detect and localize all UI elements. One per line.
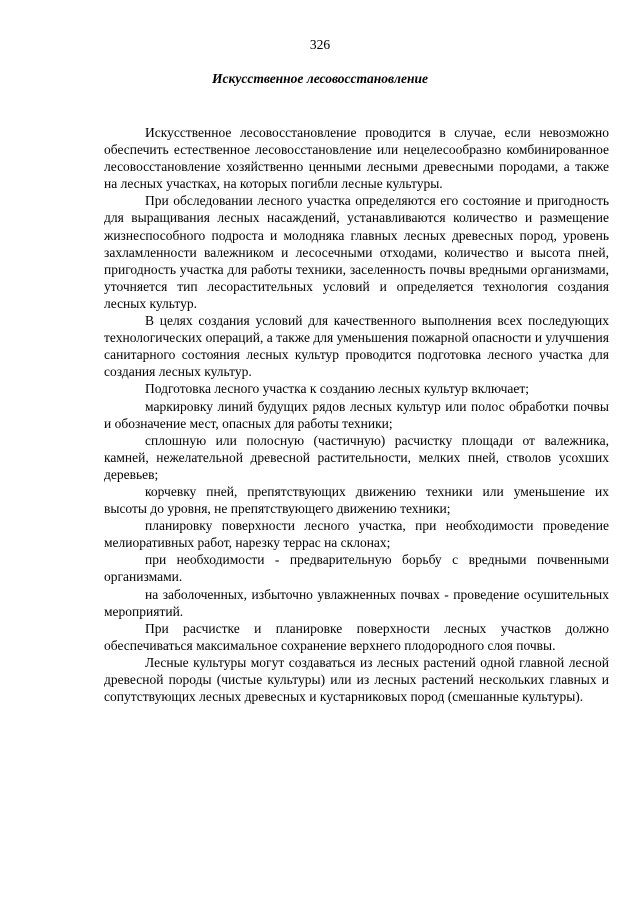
paragraph: Искусственное лесовосстановление проводится в случае, если невозможно обеспечить естественное лесовосстановление или нецелесообразно комбинированное лесовосстановление хозяйственно ценными лесными древесными породами, а также на лесных участках, на которых погибли лесные культуры. (104, 125, 609, 192)
body-text (104, 124, 609, 705)
section-title: Искусственное лесовосстановление (212, 71, 428, 86)
list-item: сплошную или полосную (частичную) расчистку площади от валежника, камней, нежелательной древесной растительности, мелких пней, стволов усохших деревьев; (104, 432, 609, 482)
page-number: 326 (309, 37, 331, 52)
paragraph: В целях создания условий для качественного выполнения всех последующих технологических операций, а также для уменьшения пожарной опасности и улучшения санитарного состояния лесных культур проводится подготовка лесного участка для создания лесных культур. (104, 313, 609, 380)
paragraph: Подготовка лесного участка к созданию лесных культур включает; (145, 381, 529, 397)
list-item: корчевку пней, препятствующих движению техники или уменьшение их высоты до уровня, не препятствующего движению техники; (104, 483, 609, 517)
list-item: планировку поверхности лесного участка, при необходимости проведение мелиоративных работ, нарезку террас на склонах; (104, 518, 609, 551)
list-item: маркировку линий будущих рядов лесных культур или полос обработки почвы и обозначение мест, опасных для работы техники; (104, 398, 609, 431)
paragraph: Лесные культуры могут создаваться из лесных растений одной главной лесной древесной породы (чистые культуры) или из лесных растений нескольких главных и сопутствующих лесных древесных и кустарниковых пород (смешанные культуры). (104, 654, 609, 705)
paragraph: При расчистке и планировке поверхности лесных участков должно обеспечиваться максимальное сохранение верхнего плодородного слоя почвы. (104, 620, 609, 653)
list-item: при необходимости - предварительную борьбу с вредными почвенными организмами. (104, 552, 609, 585)
list-item: на заболоченных, избыточно увлажненных почвах - проведение осушительных мероприятий. (104, 586, 609, 619)
paragraph: При обследовании лесного участка определяются его состояние и пригодность для выращивания лесных насаждений, устанавливаются количество и размещение жизнеспособного подроста и молодняка главных лесных древесных пород, уровень захламленности валежником и лесосечными отходами, количество и высота пней, пригодность участка для работы техники, заселенность почвы вредными организмами, уточняется тип лесорастительных условий и определяется технология создания лесных культур. (104, 193, 609, 311)
